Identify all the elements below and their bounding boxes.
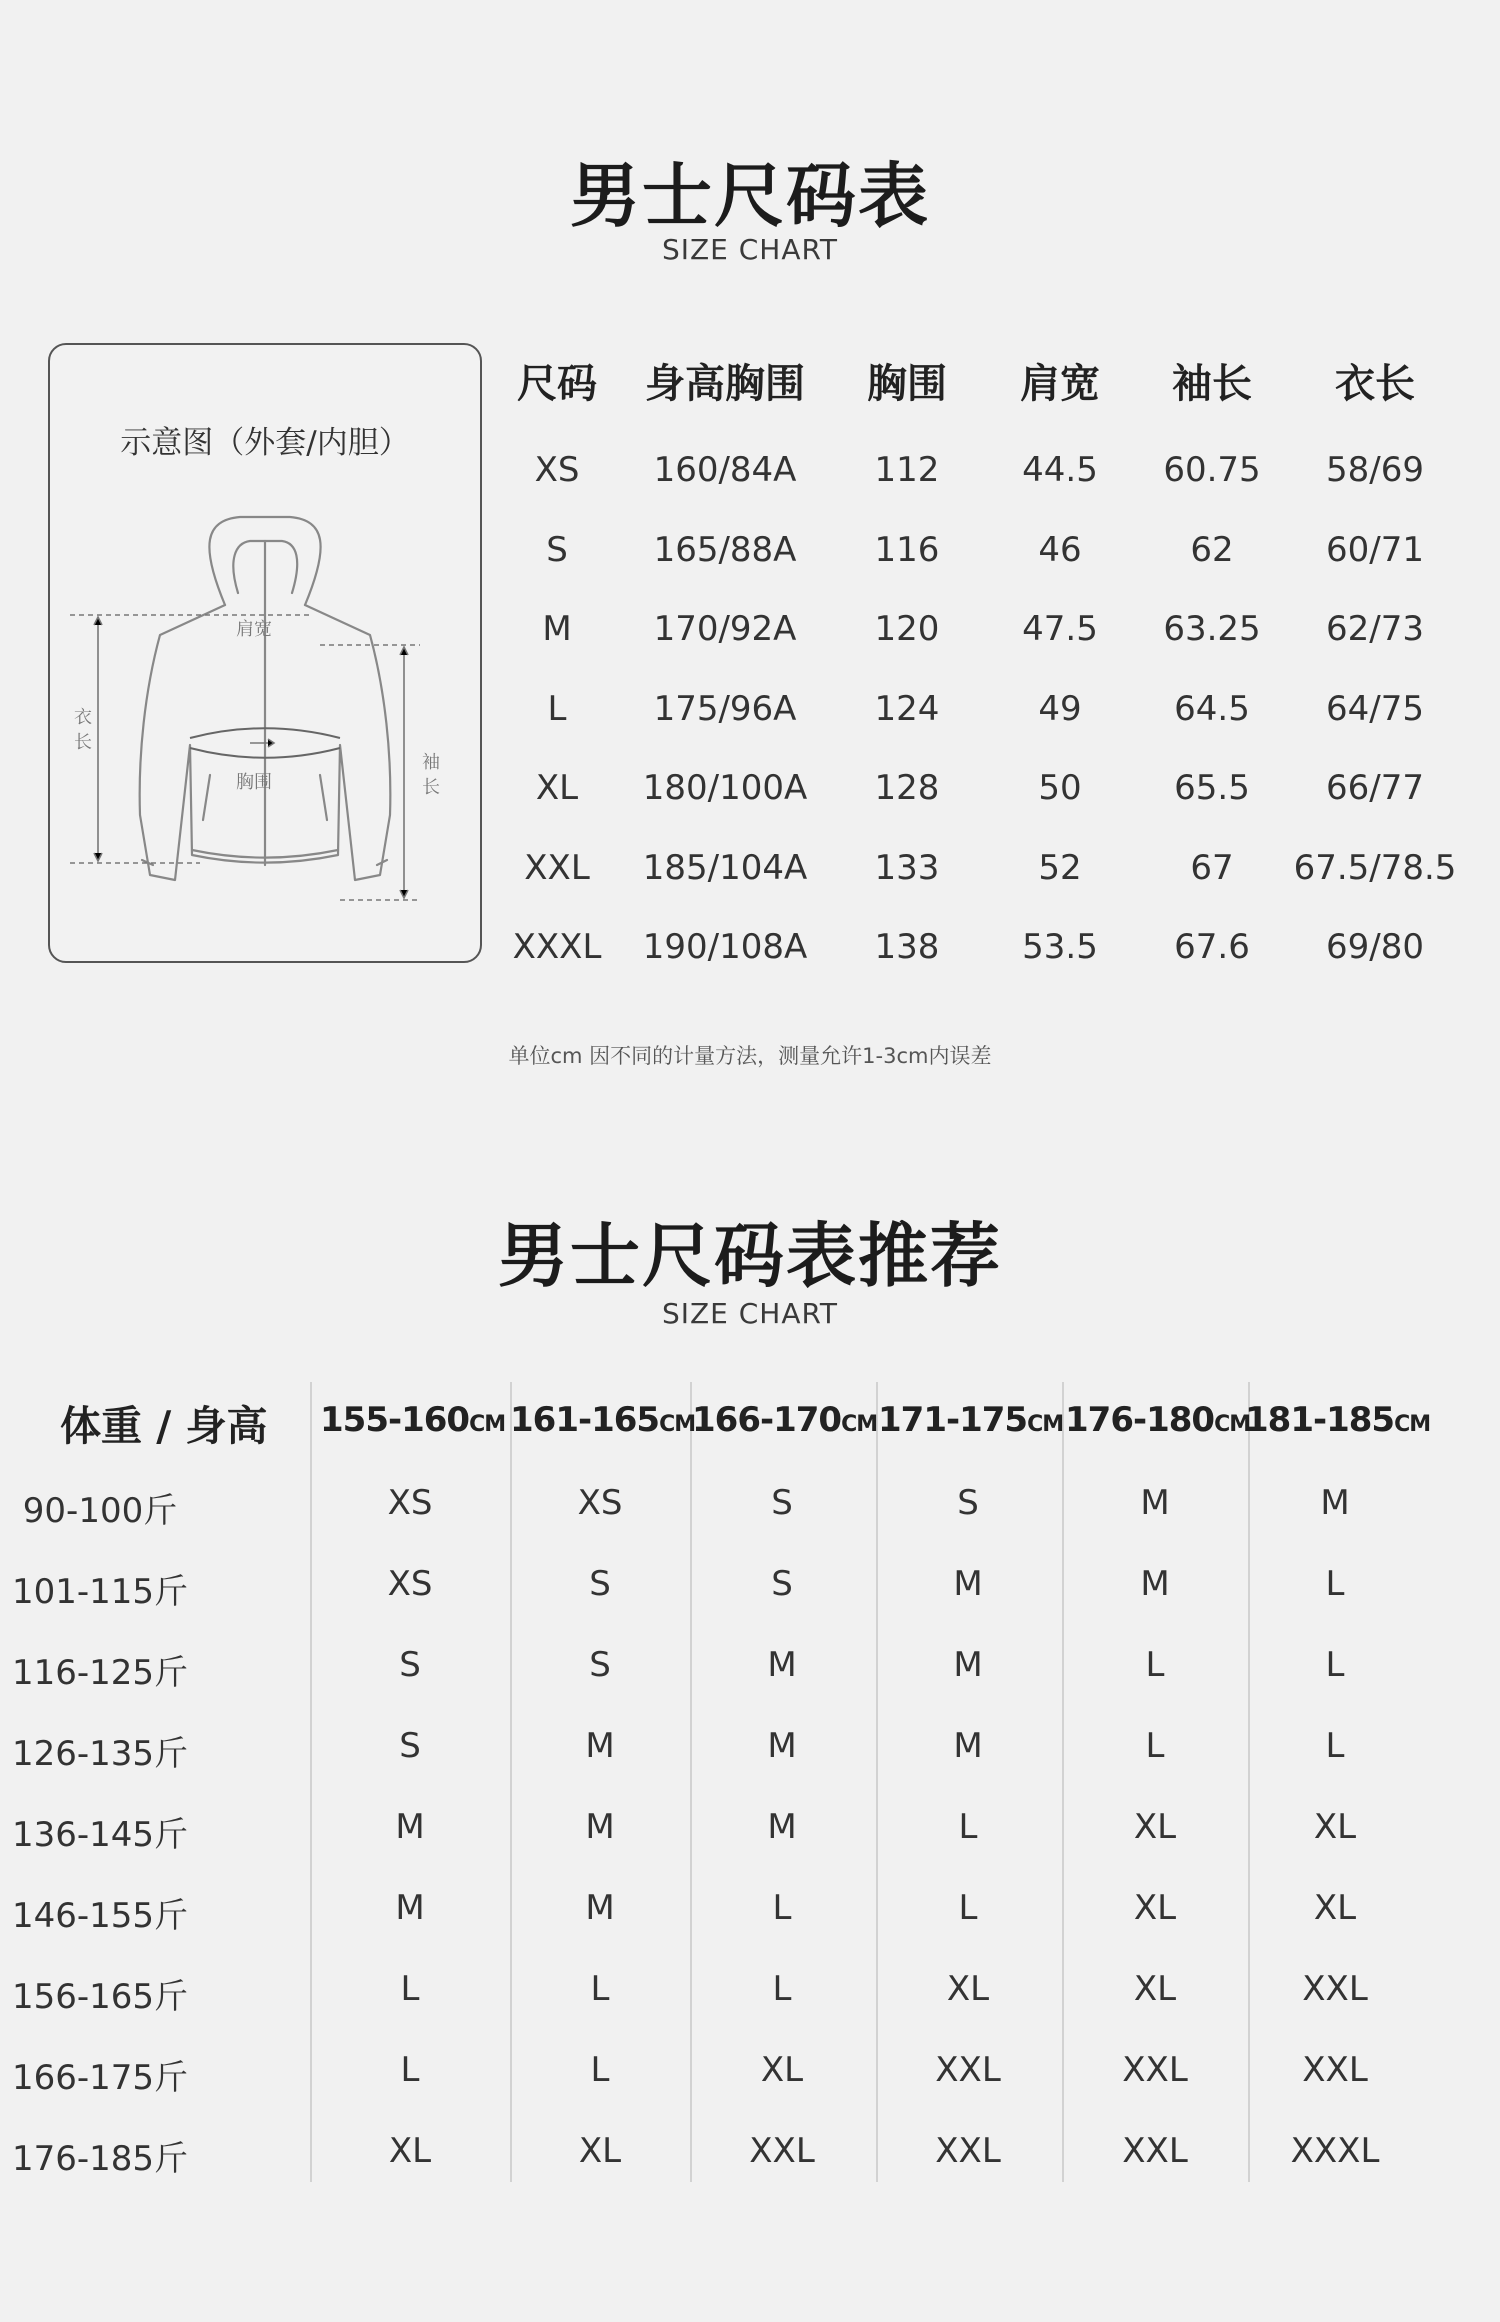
recommended-size-cell: XXL [1302, 2050, 1368, 2090]
recommended-size-cell: M [767, 1807, 797, 1847]
size-table-cell: 124 [874, 688, 940, 729]
size-table-cell: 138 [874, 927, 940, 967]
weight-range-label: 166-175斤 [11, 2058, 189, 2098]
recommended-size-cell: L [590, 2050, 610, 2090]
height-range-value: 161-165 [510, 1400, 660, 1440]
recommended-size-cell: S [589, 1645, 611, 1685]
size-table-cell: L [547, 688, 567, 729]
size-table-cell: 63.25 [1163, 609, 1261, 649]
recommended-size-cell: M [1140, 1564, 1170, 1604]
size-table-cell: 60.75 [1163, 450, 1261, 490]
size-chart-subtitle: SIZE CHART [661, 233, 839, 266]
height-range-header [878, 1400, 1064, 1440]
diagram-label: 示意图（外套/内胆） [120, 425, 410, 461]
size-table-cell: XXXL [512, 927, 602, 967]
size-table-cell: 160/84A [653, 450, 797, 490]
size-table-cell: M [542, 609, 572, 649]
recommended-size-cell: L [400, 2050, 420, 2090]
size-table-cell: 64/75 [1326, 688, 1424, 729]
size-table-cell: 44.5 [1022, 450, 1098, 490]
size-table-cell: 53.5 [1022, 927, 1098, 967]
weight-range-label: 90-100斤 [22, 1491, 178, 1531]
chest-label: 胸围 [236, 772, 272, 793]
size-table-cell: S [546, 529, 568, 570]
weight-range-label: 146-155斤 [11, 1896, 189, 1936]
recommended-size-cell: XXL [1122, 2050, 1188, 2090]
column-divider [1248, 1382, 1250, 2182]
size-table-cell: 58/69 [1326, 450, 1424, 490]
recommendation-title: 男士尺码表推荐 [498, 1215, 1002, 1297]
size-table-cell: 66/77 [1326, 768, 1424, 808]
weight-range-label: 126-135斤 [11, 1734, 189, 1774]
recommended-size-cell: XL [1313, 1807, 1357, 1847]
height-unit: CM [469, 1412, 506, 1437]
height-unit: CM [1027, 1412, 1064, 1437]
recommended-size-cell: L [958, 1807, 978, 1847]
height-range-value: 155-160 [320, 1400, 470, 1440]
recommended-size-cell: S [771, 1564, 793, 1604]
height-range-header [692, 1400, 878, 1440]
size-table-cell: 46 [1038, 529, 1082, 570]
size-table-cell: 190/108A [642, 927, 808, 967]
size-table-cell: 165/88A [653, 529, 797, 570]
size-table-cell: 175/96A [653, 688, 797, 729]
recommended-size-cell: XS [387, 1564, 433, 1604]
recommended-size-cell: M [953, 1564, 983, 1604]
size-table-cell: 49 [1038, 688, 1082, 729]
recommended-size-cell: L [772, 1888, 792, 1928]
height-range-value: 166-170 [692, 1400, 842, 1440]
recommended-size-cell: XXXL [1290, 2131, 1380, 2171]
recommended-size-cell: XXL [935, 2050, 1001, 2090]
size-table-cell: 133 [874, 847, 940, 888]
jacket-outline-icon [50, 345, 480, 961]
height-range-header [1245, 1400, 1431, 1440]
size-table-cell: 69/80 [1326, 927, 1424, 967]
size-table-cell: 67.6 [1174, 927, 1250, 967]
shoulder-label: 肩宽 [236, 619, 272, 640]
size-table-cell: 62/73 [1326, 609, 1424, 649]
recommended-size-cell: XS [387, 1483, 433, 1523]
recommended-size-cell: XL [760, 2050, 804, 2090]
recommendation-subtitle: SIZE CHART [661, 1297, 839, 1330]
recommended-size-cell: L [1145, 1726, 1165, 1766]
recommended-size-cell: M [1320, 1483, 1350, 1523]
recommended-size-cell: M [585, 1888, 615, 1928]
recommended-size-cell: S [589, 1564, 611, 1604]
header-shoulder: 肩宽 [1020, 361, 1100, 407]
size-table-cell: 50 [1038, 768, 1082, 808]
recommended-size-cell: XL [1313, 1888, 1357, 1928]
recommended-size-cell: S [957, 1483, 979, 1523]
column-divider [876, 1382, 878, 2182]
recommended-size-cell: XL [578, 2131, 622, 2171]
recommended-size-cell: XXL [1302, 1969, 1368, 2009]
size-table-cell: 65.5 [1174, 768, 1250, 808]
weight-range-label: 176-185斤 [11, 2139, 189, 2179]
recommended-size-cell: S [771, 1483, 793, 1523]
recommended-size-cell: M [953, 1645, 983, 1685]
sleeve-label-2: 长 [422, 777, 440, 798]
weight-range-label: 136-145斤 [11, 1815, 189, 1855]
weight-range-label: 101-115斤 [11, 1572, 189, 1612]
height-range-value: 176-180 [1065, 1400, 1215, 1440]
recommended-size-cell: XXL [935, 2131, 1001, 2171]
height-range-header [510, 1400, 696, 1440]
recommended-size-cell: XL [1133, 1888, 1177, 1928]
column-divider [1062, 1382, 1064, 2182]
header-height-chest: 身高胸围 [645, 361, 805, 407]
size-table-cell: XL [535, 768, 579, 808]
height-range-value: 181-185 [1245, 1400, 1395, 1440]
recommended-size-cell: M [767, 1726, 797, 1766]
length-label-1: 衣 [74, 707, 92, 728]
weight-range-label: 156-165斤 [11, 1977, 189, 2017]
height-unit: CM [841, 1412, 878, 1437]
recommended-size-cell: L [1325, 1726, 1345, 1766]
size-table-cell: 185/104A [642, 847, 808, 888]
size-table-cell: 52 [1038, 847, 1082, 888]
header-chest: 胸围 [867, 361, 947, 407]
size-table-cell: 67 [1190, 847, 1234, 888]
height-unit: CM [1394, 1412, 1431, 1437]
recommended-size-cell: S [399, 1726, 421, 1766]
height-unit: CM [659, 1412, 696, 1437]
size-table-cell: 120 [874, 609, 940, 649]
size-table-cell: 112 [874, 450, 940, 490]
recommended-size-cell: L [958, 1888, 978, 1928]
recommended-size-cell: XL [1133, 1807, 1177, 1847]
measurement-note: 单位cm 因不同的计量方法，测量允许1-3cm内误差 [508, 1044, 992, 1068]
recommended-size-cell: XXL [1122, 2131, 1188, 2171]
height-range-value: 171-175 [878, 1400, 1028, 1440]
recommended-size-cell: XXL [749, 2131, 815, 2171]
recommended-size-cell: L [590, 1969, 610, 2009]
size-table-cell: 60/71 [1326, 529, 1424, 570]
recommended-size-cell: M [395, 1807, 425, 1847]
recommended-size-cell: M [395, 1888, 425, 1928]
recommended-size-cell: M [767, 1645, 797, 1685]
recommended-size-cell: XL [1133, 1969, 1177, 2009]
size-table-cell: 180/100A [642, 768, 808, 808]
recommended-size-cell: XL [946, 1969, 990, 2009]
weight-range-label: 116-125斤 [11, 1653, 189, 1693]
recommended-size-cell: XL [388, 2131, 432, 2171]
recommended-size-cell: M [953, 1726, 983, 1766]
size-table-cell: XXL [524, 847, 590, 888]
header-sleeve: 袖长 [1172, 361, 1252, 407]
size-table-cell: 64.5 [1174, 688, 1250, 729]
recommended-size-cell: L [1325, 1645, 1345, 1685]
recommended-size-cell: M [585, 1807, 615, 1847]
size-table-cell: XS [534, 450, 580, 490]
column-divider [690, 1382, 692, 2182]
header-size: 尺码 [517, 361, 597, 407]
jacket-diagram [48, 343, 482, 963]
recommended-size-cell: L [772, 1969, 792, 2009]
column-divider [510, 1382, 512, 2182]
size-table-cell: 116 [874, 529, 940, 570]
recommended-size-cell: M [585, 1726, 615, 1766]
column-divider [310, 1382, 312, 2182]
sleeve-label-1: 袖 [422, 752, 440, 773]
size-table-cell: 128 [874, 768, 940, 808]
height-range-header [320, 1400, 506, 1440]
recommended-size-cell: M [1140, 1483, 1170, 1523]
weight-height-label: 体重 / 身高 [60, 1402, 268, 1450]
recommended-size-cell: S [399, 1645, 421, 1685]
header-length: 衣长 [1335, 361, 1415, 407]
size-chart-title: 男士尺码表 [570, 155, 930, 237]
size-table-cell: 62 [1190, 529, 1234, 570]
recommended-size-cell: L [1145, 1645, 1165, 1685]
recommended-size-cell: L [400, 1969, 420, 2009]
size-table-cell: 67.5/78.5 [1293, 847, 1457, 888]
recommended-size-cell: XS [577, 1483, 623, 1523]
recommended-size-cell: L [1325, 1564, 1345, 1604]
height-range-header [1065, 1400, 1251, 1440]
length-label-2: 长 [74, 732, 92, 753]
height-unit: CM [1214, 1412, 1251, 1437]
size-table-cell: 47.5 [1022, 609, 1098, 649]
size-table-cell: 170/92A [653, 609, 797, 649]
